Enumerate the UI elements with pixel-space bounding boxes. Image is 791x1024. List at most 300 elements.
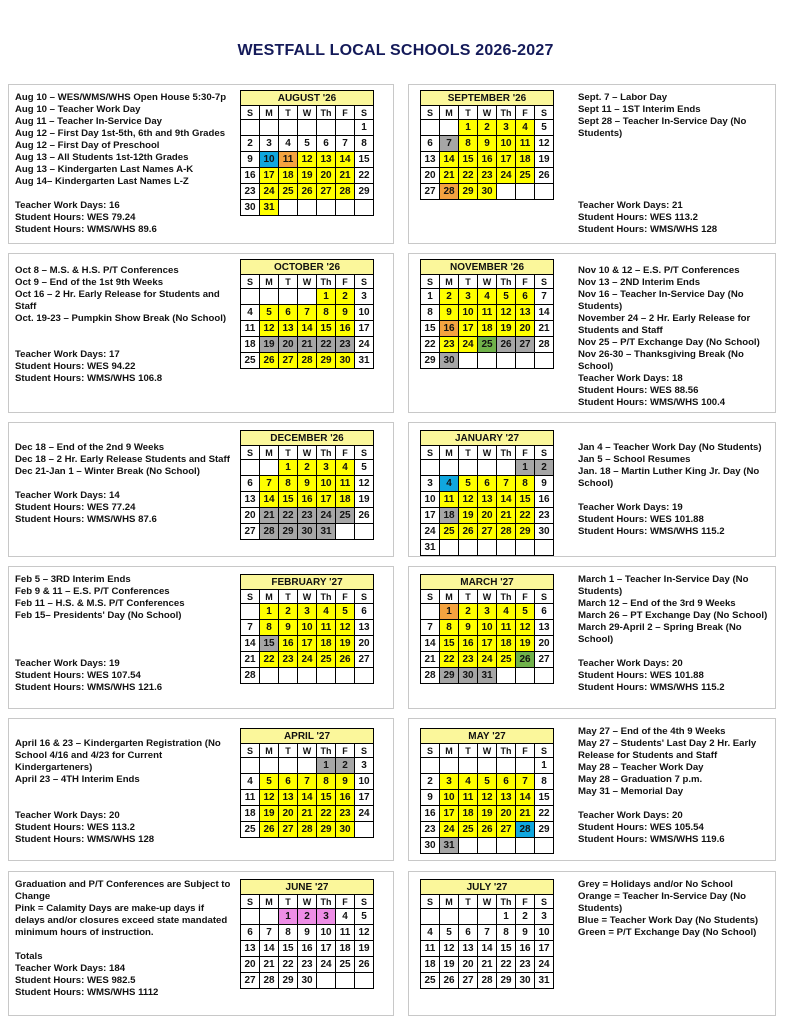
note-line: Teacher Work Days: 16 — [15, 200, 120, 211]
note-line: Teacher Work Days: 17 — [15, 349, 120, 360]
day-cell: 7 — [421, 620, 440, 636]
day-cell: 13 — [241, 941, 260, 957]
day-cell: 17 — [459, 321, 478, 337]
day-cell — [497, 838, 516, 854]
month-calendar — [420, 728, 554, 854]
day-cell: 26 — [440, 973, 459, 989]
day-cell: 24 — [440, 822, 459, 838]
day-cell: 3 — [497, 120, 516, 136]
note-line: Nov 13 – 2ND Interim Ends — [578, 277, 701, 288]
day-cell: 30 — [298, 524, 317, 540]
note-line: May 31 – Memorial Day — [578, 786, 684, 797]
day-cell: 20 — [516, 321, 535, 337]
day-cell: 8 — [440, 620, 459, 636]
weekday-header: W — [298, 106, 317, 120]
notes-right — [578, 879, 773, 939]
day-cell — [260, 909, 279, 925]
day-cell: 6 — [478, 476, 497, 492]
day-cell: 9 — [279, 620, 298, 636]
note-line: Aug 10 – WES/WMS/WHS Open House 5:30-7p — [15, 92, 227, 103]
note-line: Student Hours: WES 88.56 — [578, 385, 699, 396]
day-cell: 19 — [355, 492, 374, 508]
day-cell — [260, 460, 279, 476]
day-cell: 27 — [279, 353, 298, 369]
day-cell: 10 — [478, 620, 497, 636]
weekday-header: T — [459, 275, 478, 289]
note-line: March 26 – PT Exchange Day (No School) — [578, 610, 768, 621]
day-cell: 2 — [440, 289, 459, 305]
day-cell: 23 — [336, 806, 355, 822]
day-cell — [440, 120, 459, 136]
day-cell: 3 — [317, 460, 336, 476]
day-cell: 1 — [459, 120, 478, 136]
day-cell — [260, 120, 279, 136]
weekday-header: Th — [317, 446, 336, 460]
month-title: OCTOBER '26 — [241, 260, 374, 275]
day-cell — [459, 540, 478, 556]
weekday-header: S — [355, 590, 374, 604]
day-cell: 6 — [421, 136, 440, 152]
weekday-header: S — [535, 744, 554, 758]
day-cell: 6 — [497, 774, 516, 790]
weekday-header: T — [459, 106, 478, 120]
weekday-header: S — [241, 895, 260, 909]
day-cell: 10 — [421, 492, 440, 508]
note-line: Student Hours: WMS/WHS 1112 — [15, 987, 159, 998]
weekday-header: S — [241, 275, 260, 289]
weekday-header: Th — [497, 590, 516, 604]
day-cell: 5 — [459, 476, 478, 492]
day-cell: 12 — [260, 321, 279, 337]
note-line — [15, 798, 235, 810]
day-cell: 29 — [279, 973, 298, 989]
day-cell: 15 — [440, 636, 459, 652]
day-cell: 9 — [298, 925, 317, 941]
day-cell: 13 — [516, 305, 535, 321]
day-cell: 20 — [241, 957, 260, 973]
day-cell: 21 — [516, 806, 535, 822]
note-line: Teacher Work Days: 20 — [578, 658, 683, 669]
day-cell: 21 — [298, 337, 317, 353]
day-cell: 12 — [298, 152, 317, 168]
day-cell: 29 — [421, 353, 440, 369]
month-title: AUGUST '26 — [241, 91, 374, 106]
note-line: Student Hours: WES 101.88 — [578, 670, 704, 681]
day-cell: 12 — [516, 620, 535, 636]
note-line: Oct 8 – M.S. & H.S. P/T Conferences — [15, 265, 179, 276]
month-calendar — [420, 430, 554, 556]
day-cell: 2 — [459, 604, 478, 620]
day-cell: 4 — [497, 604, 516, 620]
day-cell: 12 — [478, 790, 497, 806]
day-cell: 5 — [298, 136, 317, 152]
day-cell — [497, 540, 516, 556]
day-cell: 28 — [516, 822, 535, 838]
weekday-header: S — [241, 590, 260, 604]
day-cell: 19 — [260, 337, 279, 353]
day-cell: 5 — [336, 604, 355, 620]
weekday-header: Th — [497, 106, 516, 120]
note-line: Teacher Work Days: 18 — [578, 373, 683, 384]
day-cell: 9 — [421, 790, 440, 806]
day-cell: 28 — [478, 973, 497, 989]
day-cell — [497, 758, 516, 774]
weekday-header: T — [279, 106, 298, 120]
note-line: Feb 9 & 11 – E.S. P/T Conferences — [15, 586, 170, 597]
day-cell: 2 — [535, 460, 554, 476]
day-cell: 21 — [421, 652, 440, 668]
day-cell: 17 — [478, 636, 497, 652]
day-cell: 15 — [497, 941, 516, 957]
weekday-header: T — [459, 744, 478, 758]
day-cell: 1 — [421, 289, 440, 305]
day-cell — [317, 200, 336, 216]
day-cell: 30 — [478, 184, 497, 200]
day-cell — [336, 973, 355, 989]
weekday-header: T — [279, 446, 298, 460]
day-cell: 8 — [355, 136, 374, 152]
day-cell — [298, 200, 317, 216]
month-calendar — [420, 90, 554, 200]
day-cell: 22 — [459, 168, 478, 184]
day-cell: 10 — [497, 136, 516, 152]
day-cell: 13 — [535, 620, 554, 636]
day-cell: 7 — [440, 136, 459, 152]
day-cell: 12 — [459, 492, 478, 508]
day-cell: 22 — [355, 168, 374, 184]
day-cell: 13 — [279, 321, 298, 337]
day-cell: 3 — [421, 476, 440, 492]
day-cell: 30 — [421, 838, 440, 854]
weekday-header: M — [260, 446, 279, 460]
day-cell: 24 — [317, 508, 336, 524]
weekday-header: S — [535, 590, 554, 604]
note-line: Sept 28 – Teacher In-Service Day (No Students) — [578, 116, 747, 139]
day-cell: 3 — [535, 909, 554, 925]
day-cell: 31 — [355, 353, 374, 369]
day-cell: 14 — [336, 152, 355, 168]
day-cell: 29 — [317, 822, 336, 838]
day-cell — [478, 909, 497, 925]
day-cell: 17 — [317, 492, 336, 508]
day-cell: 28 — [241, 668, 260, 684]
day-cell: 28 — [421, 668, 440, 684]
day-cell — [298, 668, 317, 684]
weekday-header: M — [260, 590, 279, 604]
day-cell: 16 — [440, 321, 459, 337]
day-cell: 28 — [440, 184, 459, 200]
day-cell: 23 — [241, 184, 260, 200]
note-line: Jan. 18 – Martin Luther King Jr. Day (No School) — [578, 466, 760, 489]
day-cell: 24 — [260, 184, 279, 200]
day-cell: 6 — [516, 289, 535, 305]
day-cell: 11 — [279, 152, 298, 168]
month-title: DECEMBER '26 — [241, 431, 374, 446]
note-line — [578, 798, 773, 810]
day-cell: 14 — [535, 305, 554, 321]
weekday-header: S — [241, 744, 260, 758]
day-cell: 11 — [241, 321, 260, 337]
day-cell: 18 — [336, 941, 355, 957]
day-cell: 23 — [421, 822, 440, 838]
month-title: JULY '27 — [421, 880, 554, 895]
month-title: FEBRUARY '27 — [241, 575, 374, 590]
day-cell: 7 — [478, 925, 497, 941]
note-line: May 27 – Students' Last Day 2 Hr. Early Release for Students and Staff — [578, 738, 757, 761]
day-cell: 30 — [336, 353, 355, 369]
day-cell: 8 — [317, 774, 336, 790]
weekday-header: M — [440, 744, 459, 758]
day-cell: 27 — [497, 822, 516, 838]
day-cell — [260, 289, 279, 305]
day-cell: 22 — [317, 337, 336, 353]
month-title: MAY '27 — [421, 729, 554, 744]
day-cell: 1 — [279, 909, 298, 925]
day-cell: 18 — [440, 508, 459, 524]
day-cell: 30 — [440, 353, 459, 369]
weekday-header: F — [336, 275, 355, 289]
weekday-header: F — [516, 106, 535, 120]
note-line: Student Hours: WES 113.2 — [15, 822, 135, 833]
day-cell: 26 — [260, 822, 279, 838]
day-cell: 19 — [440, 957, 459, 973]
day-cell: 9 — [535, 476, 554, 492]
day-cell: 29 — [516, 524, 535, 540]
day-cell: 27 — [535, 652, 554, 668]
note-line: Oct 9 – End of the 1st 9th Weeks — [15, 277, 164, 288]
day-cell — [459, 353, 478, 369]
weekday-header: F — [336, 106, 355, 120]
note-line: Student Hours: WES 77.24 — [15, 502, 136, 513]
day-cell: 2 — [279, 604, 298, 620]
day-cell — [440, 540, 459, 556]
day-cell: 24 — [535, 957, 554, 973]
note-line — [578, 140, 773, 152]
note-line: May 28 – Graduation 7 p.m. — [578, 774, 703, 785]
day-cell — [355, 524, 374, 540]
day-cell: 24 — [317, 957, 336, 973]
day-cell — [336, 120, 355, 136]
day-cell: 29 — [355, 184, 374, 200]
weekday-header: W — [478, 590, 497, 604]
day-cell: 3 — [260, 136, 279, 152]
day-cell: 13 — [421, 152, 440, 168]
day-cell: 22 — [421, 337, 440, 353]
day-cell: 20 — [535, 636, 554, 652]
day-cell: 31 — [440, 838, 459, 854]
day-cell: 17 — [440, 806, 459, 822]
day-cell: 4 — [421, 925, 440, 941]
notes-right — [578, 265, 773, 409]
day-cell: 16 — [478, 152, 497, 168]
note-line: Student Hours: WES 107.54 — [15, 670, 141, 681]
day-cell: 3 — [317, 909, 336, 925]
day-cell: 28 — [260, 973, 279, 989]
day-cell: 15 — [317, 321, 336, 337]
note-line — [578, 164, 773, 176]
note-line: Teacher Work Days: 20 — [15, 810, 120, 821]
day-cell: 19 — [260, 806, 279, 822]
day-cell — [298, 120, 317, 136]
day-cell — [317, 120, 336, 136]
day-cell: 20 — [241, 508, 260, 524]
day-cell: 4 — [516, 120, 535, 136]
day-cell: 20 — [279, 806, 298, 822]
note-line: Sept. 7 – Labor Day — [578, 92, 668, 103]
day-cell: 24 — [421, 524, 440, 540]
weekday-header: M — [440, 590, 459, 604]
weekday-header: T — [459, 590, 478, 604]
weekday-header: M — [260, 106, 279, 120]
day-cell: 16 — [336, 790, 355, 806]
day-cell: 14 — [298, 790, 317, 806]
day-cell: 14 — [260, 941, 279, 957]
day-cell: 8 — [516, 476, 535, 492]
day-cell: 4 — [279, 136, 298, 152]
day-cell: 13 — [241, 492, 260, 508]
day-cell — [497, 460, 516, 476]
weekday-header: Th — [497, 275, 516, 289]
note-line: Totals — [15, 951, 43, 962]
weekday-header: Th — [317, 895, 336, 909]
notes-left — [15, 726, 235, 846]
day-cell: 30 — [298, 973, 317, 989]
weekday-header: M — [440, 446, 459, 460]
day-cell: 20 — [317, 168, 336, 184]
day-cell: 13 — [459, 941, 478, 957]
day-cell: 16 — [459, 636, 478, 652]
weekday-header: S — [421, 744, 440, 758]
day-cell: 7 — [298, 305, 317, 321]
day-cell: 8 — [459, 136, 478, 152]
day-cell: 4 — [336, 460, 355, 476]
day-cell — [516, 353, 535, 369]
note-line: Aug 13 – Kindergarten Last Names A-K — [15, 164, 194, 175]
note-line: Dec 18 – End of the 2nd 9 Weeks — [15, 442, 165, 453]
day-cell: 5 — [478, 774, 497, 790]
weekday-header: W — [478, 446, 497, 460]
day-cell: 2 — [241, 136, 260, 152]
day-cell: 22 — [440, 652, 459, 668]
day-cell: 17 — [355, 321, 374, 337]
page-title: WESTFALL LOCAL SCHOOLS 2026-2027 — [237, 42, 554, 59]
note-line: Sept 11 – 1ST Interim Ends — [578, 104, 701, 115]
month-calendar — [240, 879, 374, 989]
note-line: Student Hours: WMS/WHS 89.6 — [15, 224, 157, 235]
day-cell: 23 — [440, 337, 459, 353]
day-cell: 20 — [497, 806, 516, 822]
day-cell — [535, 838, 554, 854]
month-title: SEPTEMBER '26 — [421, 91, 554, 106]
note-line — [15, 646, 235, 658]
day-cell: 26 — [516, 652, 535, 668]
day-cell: 24 — [298, 652, 317, 668]
day-cell: 12 — [535, 136, 554, 152]
day-cell: 1 — [317, 758, 336, 774]
note-line: Student Hours: WES 113.2 — [578, 212, 698, 223]
day-cell: 14 — [440, 152, 459, 168]
day-cell: 22 — [535, 806, 554, 822]
note-line: Student Hours: WMS/WHS 106.8 — [15, 373, 163, 384]
day-cell: 11 — [497, 620, 516, 636]
day-cell: 7 — [298, 774, 317, 790]
day-cell: 13 — [317, 152, 336, 168]
day-cell: 25 — [241, 353, 260, 369]
note-line: April 23 – 4TH Interim Ends — [15, 774, 140, 785]
day-cell: 21 — [260, 508, 279, 524]
day-cell: 27 — [317, 184, 336, 200]
day-cell: 26 — [535, 168, 554, 184]
weekday-header: S — [421, 590, 440, 604]
note-line: Oct 16 – 2 Hr. Early Release for Students and Staff — [15, 289, 220, 312]
day-cell — [459, 909, 478, 925]
month-title: JANUARY '27 — [421, 431, 554, 446]
weekday-header: F — [336, 895, 355, 909]
note-line — [578, 188, 773, 200]
day-cell: 15 — [260, 636, 279, 652]
day-cell — [516, 758, 535, 774]
day-cell — [516, 668, 535, 684]
day-cell: 3 — [478, 604, 497, 620]
note-line: Graduation and P/T Conferences are Subject to Change — [15, 879, 231, 902]
day-cell: 15 — [459, 152, 478, 168]
day-cell: 7 — [516, 774, 535, 790]
note-line: Student Hours: WES 79.24 — [15, 212, 136, 223]
day-cell — [478, 758, 497, 774]
day-cell: 24 — [459, 337, 478, 353]
note-line: Green = P/T Exchange Day (No School) — [578, 927, 757, 938]
day-cell: 8 — [421, 305, 440, 321]
day-cell: 5 — [516, 604, 535, 620]
weekday-header: Th — [497, 744, 516, 758]
day-cell: 1 — [535, 758, 554, 774]
notes-left — [15, 442, 235, 526]
day-cell: 9 — [440, 305, 459, 321]
day-cell: 12 — [497, 305, 516, 321]
day-cell — [298, 758, 317, 774]
weekday-header: S — [535, 446, 554, 460]
weekday-header: T — [279, 895, 298, 909]
day-cell: 2 — [478, 120, 497, 136]
day-cell: 30 — [516, 973, 535, 989]
day-cell: 19 — [298, 168, 317, 184]
day-cell: 11 — [421, 941, 440, 957]
day-cell: 12 — [336, 620, 355, 636]
note-line: Blue = Teacher Work Day (No Students) — [578, 915, 759, 926]
day-cell: 19 — [336, 636, 355, 652]
note-line: Feb 11 – H.S. & M.S. P/T Conferences — [15, 598, 185, 609]
day-cell: 3 — [355, 289, 374, 305]
weekday-header: W — [298, 446, 317, 460]
day-cell: 6 — [241, 925, 260, 941]
day-cell: 27 — [478, 524, 497, 540]
day-cell — [241, 460, 260, 476]
day-cell: 1 — [355, 120, 374, 136]
day-cell: 22 — [497, 957, 516, 973]
day-cell: 3 — [459, 289, 478, 305]
weekday-header: S — [535, 106, 554, 120]
note-line — [578, 646, 773, 658]
day-cell: 25 — [440, 524, 459, 540]
day-cell: 28 — [336, 184, 355, 200]
day-cell: 2 — [421, 774, 440, 790]
weekday-header: M — [440, 106, 459, 120]
day-cell: 15 — [421, 321, 440, 337]
day-cell: 8 — [317, 305, 336, 321]
note-line: Pink = Calamity Days are make-up days if delays and/or closures exceed state mandated minimum hours of instruction. — [15, 903, 228, 938]
day-cell: 1 — [497, 909, 516, 925]
day-cell — [535, 540, 554, 556]
